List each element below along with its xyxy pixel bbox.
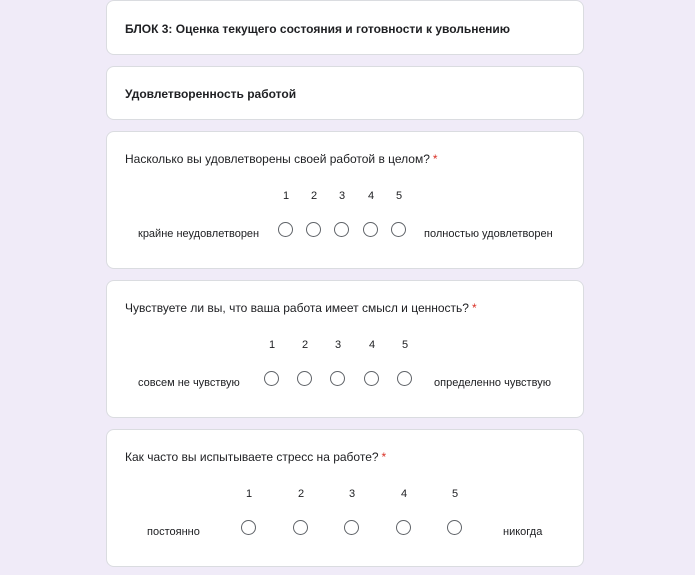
radio-option-1[interactable] xyxy=(278,222,293,237)
question-label: Насколько вы удовлетворены своей работой в целом? xyxy=(125,152,430,166)
linear-scale xyxy=(107,281,583,417)
linear-scale xyxy=(107,430,583,566)
required-asterisk: * xyxy=(432,152,438,166)
radio-option-2[interactable] xyxy=(293,520,308,535)
scale-number-2: 2 xyxy=(297,488,305,500)
scale-number-3: 3 xyxy=(338,190,346,202)
scale-min-label: постоянно xyxy=(147,526,200,538)
required-asterisk: * xyxy=(381,450,387,464)
scale-number-5: 5 xyxy=(451,488,459,500)
question-label: Как часто вы испытываете стресс на работе? xyxy=(125,450,379,464)
question-label: Чувствуете ли вы, что ваша работа имеет смысл и ценность? xyxy=(125,301,469,315)
scale-max-label: полностью удовлетворен xyxy=(424,228,553,240)
scale-number-4: 4 xyxy=(367,190,375,202)
scale-min-label: совсем не чувствую xyxy=(138,377,240,389)
section-title: БЛОК 3: Оценка текущего состояния и готовности к увольнению xyxy=(125,22,511,36)
scale-number-5: 5 xyxy=(395,190,403,202)
linear-scale xyxy=(107,132,583,268)
scale-min-label: крайне неудовлетворен xyxy=(138,228,260,240)
scale-number-5: 5 xyxy=(401,339,409,351)
scale-max-label: никогда xyxy=(503,526,543,538)
scale-number-3: 3 xyxy=(334,339,342,351)
subsection-title: Удовлетворенность работой xyxy=(125,87,297,101)
scale-number-1: 1 xyxy=(268,339,276,351)
required-asterisk: * xyxy=(471,301,477,315)
scale-number-4: 4 xyxy=(368,339,376,351)
question-card-3 xyxy=(106,429,584,567)
radio-option-5[interactable] xyxy=(391,222,406,237)
scale-number-2: 2 xyxy=(310,190,318,202)
scale-number-1: 1 xyxy=(245,488,253,500)
radio-option-2[interactable] xyxy=(297,371,312,386)
question-card-2 xyxy=(106,280,584,418)
radio-option-3[interactable] xyxy=(344,520,359,535)
section-header-card xyxy=(106,0,584,55)
radio-option-1[interactable] xyxy=(264,371,279,386)
radio-option-4[interactable] xyxy=(363,222,378,237)
radio-option-5[interactable] xyxy=(397,371,412,386)
scale-number-4: 4 xyxy=(400,488,408,500)
radio-option-4[interactable] xyxy=(364,371,379,386)
scale-max-label: определенно чувствую xyxy=(434,377,551,389)
radio-option-1[interactable] xyxy=(241,520,256,535)
scale-number-3: 3 xyxy=(348,488,356,500)
question-card-1 xyxy=(106,131,584,269)
radio-option-4[interactable] xyxy=(396,520,411,535)
scale-number-2: 2 xyxy=(301,339,309,351)
scale-number-1: 1 xyxy=(282,190,290,202)
radio-option-5[interactable] xyxy=(447,520,462,535)
radio-option-3[interactable] xyxy=(330,371,345,386)
radio-option-2[interactable] xyxy=(306,222,321,237)
radio-option-3[interactable] xyxy=(334,222,349,237)
subsection-card xyxy=(106,66,584,120)
